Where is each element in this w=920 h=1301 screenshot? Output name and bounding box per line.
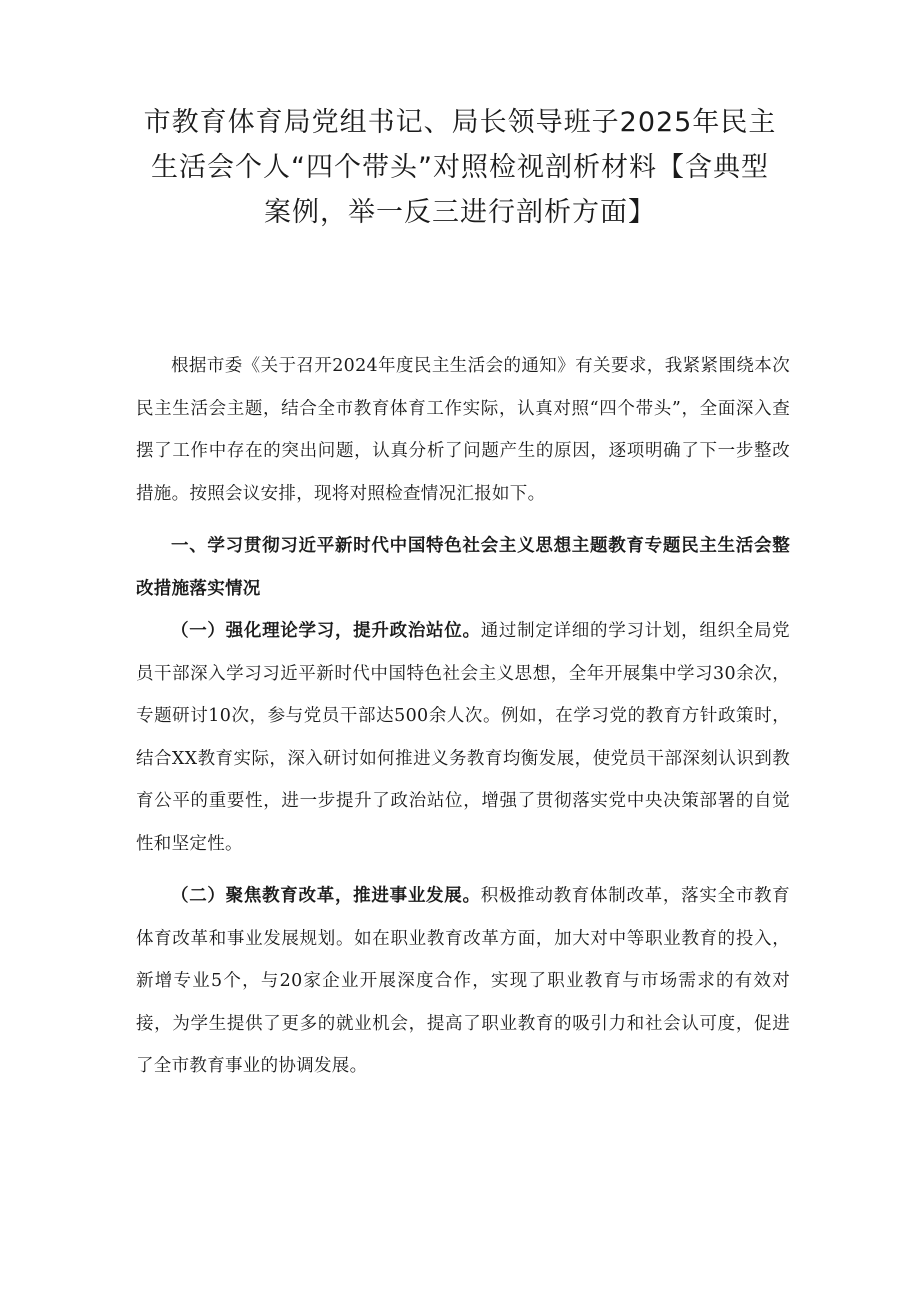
intro-paragraph: 根据市委《关于召开2024年度民主生活会的通知》有关要求，我紧紧围绕本次民主生活会主题，结合全市教育体育工作实际，认真对照“四个带头”，全面深入查摆了工作中存在的突出问题，认真分析了问题产生的原因，逐项明确了下一步整改措施。按照会议安排，现将对照检查情况汇报如下。 (136, 356, 790, 504)
item-lead-1: （一）强化理论学习，提升政治站位。 (171, 621, 481, 641)
item-paragraph-2 (136, 875, 790, 1088)
item-text-2: 积极推动教育体制改革，落实全市教育体育改革和事业发展规划。如在职业教育改革方面，加大对中等职业教育的投入，新增专业5个，与20家企业开展深度合作，实现了职业教育与市场需求的有效对接，为学生提供了更多的就业机会，提高了职业教育的吸引力和社会认可度，促进了全市教育事业的协调发展。 (136, 886, 790, 1076)
document-title: 市教育体育局党组书记、局长领导班子2025年民主生活会个人“四个带头”对照检视剖析材料【含典型案例，举一反三进行剖析方面】 (143, 107, 777, 228)
item-text-1: 通过制定详细的学习计划，组织全局党员干部深入学习习近平新时代中国特色社会主义思想，全年开展集中学习30余次，专题研讨10次，参与党员干部达500余人次。例如，在学习党的教育方针政策时，结合XX教育实际，深入研讨如何推进义务教育均衡发展，使党员干部深刻认识到教育公平的重要性，进一步提升了政治站位，增强了贯彻落实党中央决策部署的自觉性和坚定性。 (136, 621, 790, 854)
item-paragraph-1 (136, 610, 790, 865)
document-body (136, 345, 790, 1088)
section-heading: 一、学习贯彻习近平新时代中国特色社会主义思想主题教育专题民主生活会整改措施落实情况 (136, 536, 790, 599)
item-lead-2: （二）聚焦教育改革，推进事业发展。 (171, 886, 481, 906)
